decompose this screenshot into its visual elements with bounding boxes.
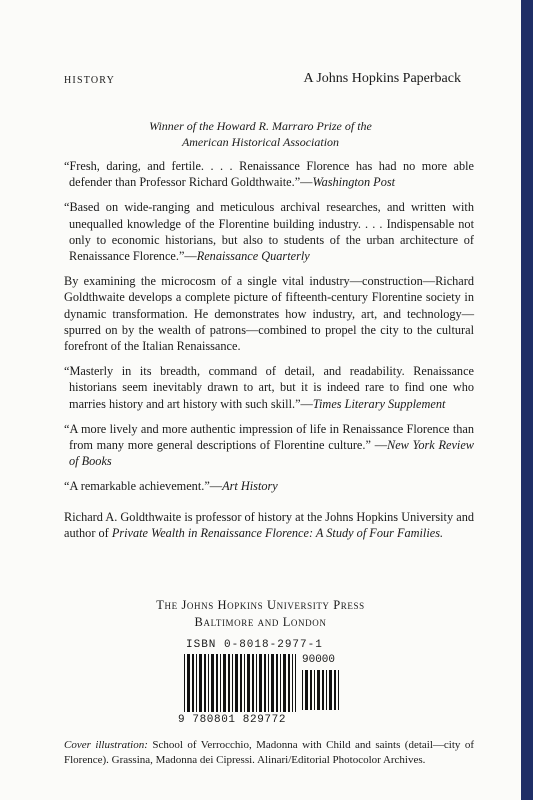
review-quote [64,199,474,264]
book-description: By examining the microcosm of a single vital industry—construction—Richard Goldthwaite develops a complete picture of fifteenth-century Florentine society in dynamic transformation. He demonstrates how industry, art, and technology—spurred on by the wealth of patrons—combined to propel the city to the cultural forefront of the Italian Renaissance. [64,274,474,354]
author-book-title: Private Wealth in Renaissance Florence: A Study of Four Families. [111,525,444,540]
cover-credit [64,738,474,767]
review-quote [64,478,474,494]
quote-source: New York Review of Books [69,438,474,469]
barcode-bar [276,654,278,712]
ean-number: 9 780801 829772 [178,714,287,726]
prize-line-2: American Historical Association [181,135,340,149]
barcode-bar [228,654,230,712]
publisher-name: The Johns Hopkins University Press [156,598,365,612]
barcode-bar [322,670,324,710]
barcode-bar [292,654,293,712]
prize-statement [0,118,521,150]
cover-credit-text: School of Verrocchio, Madonna with Child and saints (detail—city of Florence). Grassina, Madonna dei Cipressi. Alinari/Editorial Photocolor Archives. [64,739,474,766]
barcode-bar [288,654,290,712]
barcode-bar [326,670,327,710]
review-quote [64,421,474,470]
cover-credit-label: Cover illustration: [64,739,148,751]
author-bio [64,509,474,541]
isbn-number: ISBN 0-8018-2977-1 [186,639,323,651]
barcode-bar [204,654,206,712]
barcode-bar [196,654,197,712]
quote-text: “Masterly in its breadth, command of detail, and readability. Renaissance historians seem inevitably drawn to art, but it is indeed rare to find one who marries history and art history with such skill.”— [64,364,474,411]
barcode-bar [264,654,266,712]
barcode-bar [305,670,308,710]
barcode-bar [208,654,209,712]
publisher-location: Baltimore and London [194,615,327,629]
barcode-bar [220,654,221,712]
barcode-bar [280,654,281,712]
barcode-bar [232,654,233,712]
price-code: 90000 [302,654,336,666]
quote-text: “Based on wide-ranging and meticulous archival researches, and written with unequalled knowledge of the Florentine building industry. . . . Indispensable not only to economic historians, but also to students of the urban architecture of Renaissance Florence.”— [64,200,474,264]
barcode-bar [283,654,286,712]
barcode-bar [259,654,262,712]
barcode-bar [244,654,245,712]
barcode-bar [187,654,190,712]
isbn-barcode [178,636,346,728]
barcode-bar [211,654,214,712]
barcode-bar [338,670,339,710]
price-barcode-bars [302,670,342,710]
barcode-bar [334,670,336,710]
barcode-bar [223,654,226,712]
prize-line-1: Winner of the Howard R. Marraro Prize of the [149,119,372,133]
barcode-bar [256,654,257,712]
barcode-bar [235,654,238,712]
barcode-bar [192,654,194,712]
barcode-bar [247,654,250,712]
barcode-bar [310,670,312,710]
review-quote [64,158,474,190]
barcode-bar [295,654,296,712]
quote-source: Washington Post [312,175,396,190]
barcode-bar [302,670,303,710]
quote-text: “A remarkable achievement.”— [64,479,223,494]
barcode-bar [271,654,274,712]
barcode-bar [252,654,254,712]
series-label: A Johns Hopkins Paperback [303,71,461,86]
quote-source: Renaissance Quarterly [196,249,310,264]
author-bio-text: Richard A. Goldthwaite is professor of history at the Johns Hopkins University and author of [64,509,474,540]
barcode-bar [199,654,202,712]
review-quote [64,363,474,412]
barcode-bar [314,670,315,710]
barcode-bar [240,654,242,712]
quote-text: “A more lively and more authentic impression of life in Renaissance Florence than from many more general descriptions of Florentine culture.” — [64,421,474,453]
publisher-imprint [0,597,521,631]
barcode-bar [317,670,320,710]
quote-source: Times Literary Supplement [312,396,446,411]
category-label: HISTORY [64,75,116,86]
barcode-bar [268,654,269,712]
barcode-bar [184,654,185,712]
barcode-bar [329,670,332,710]
quote-text: “Fresh, daring, and fertile. . . . Renaissance Florence has had no more able defender than Professor Richard Goldthwaite.”— [64,159,474,190]
barcode-bars [184,654,296,712]
quote-source: Art History [222,479,278,494]
spine-edge [521,0,533,800]
blurb-body [64,158,474,550]
barcode-bar [216,654,218,712]
